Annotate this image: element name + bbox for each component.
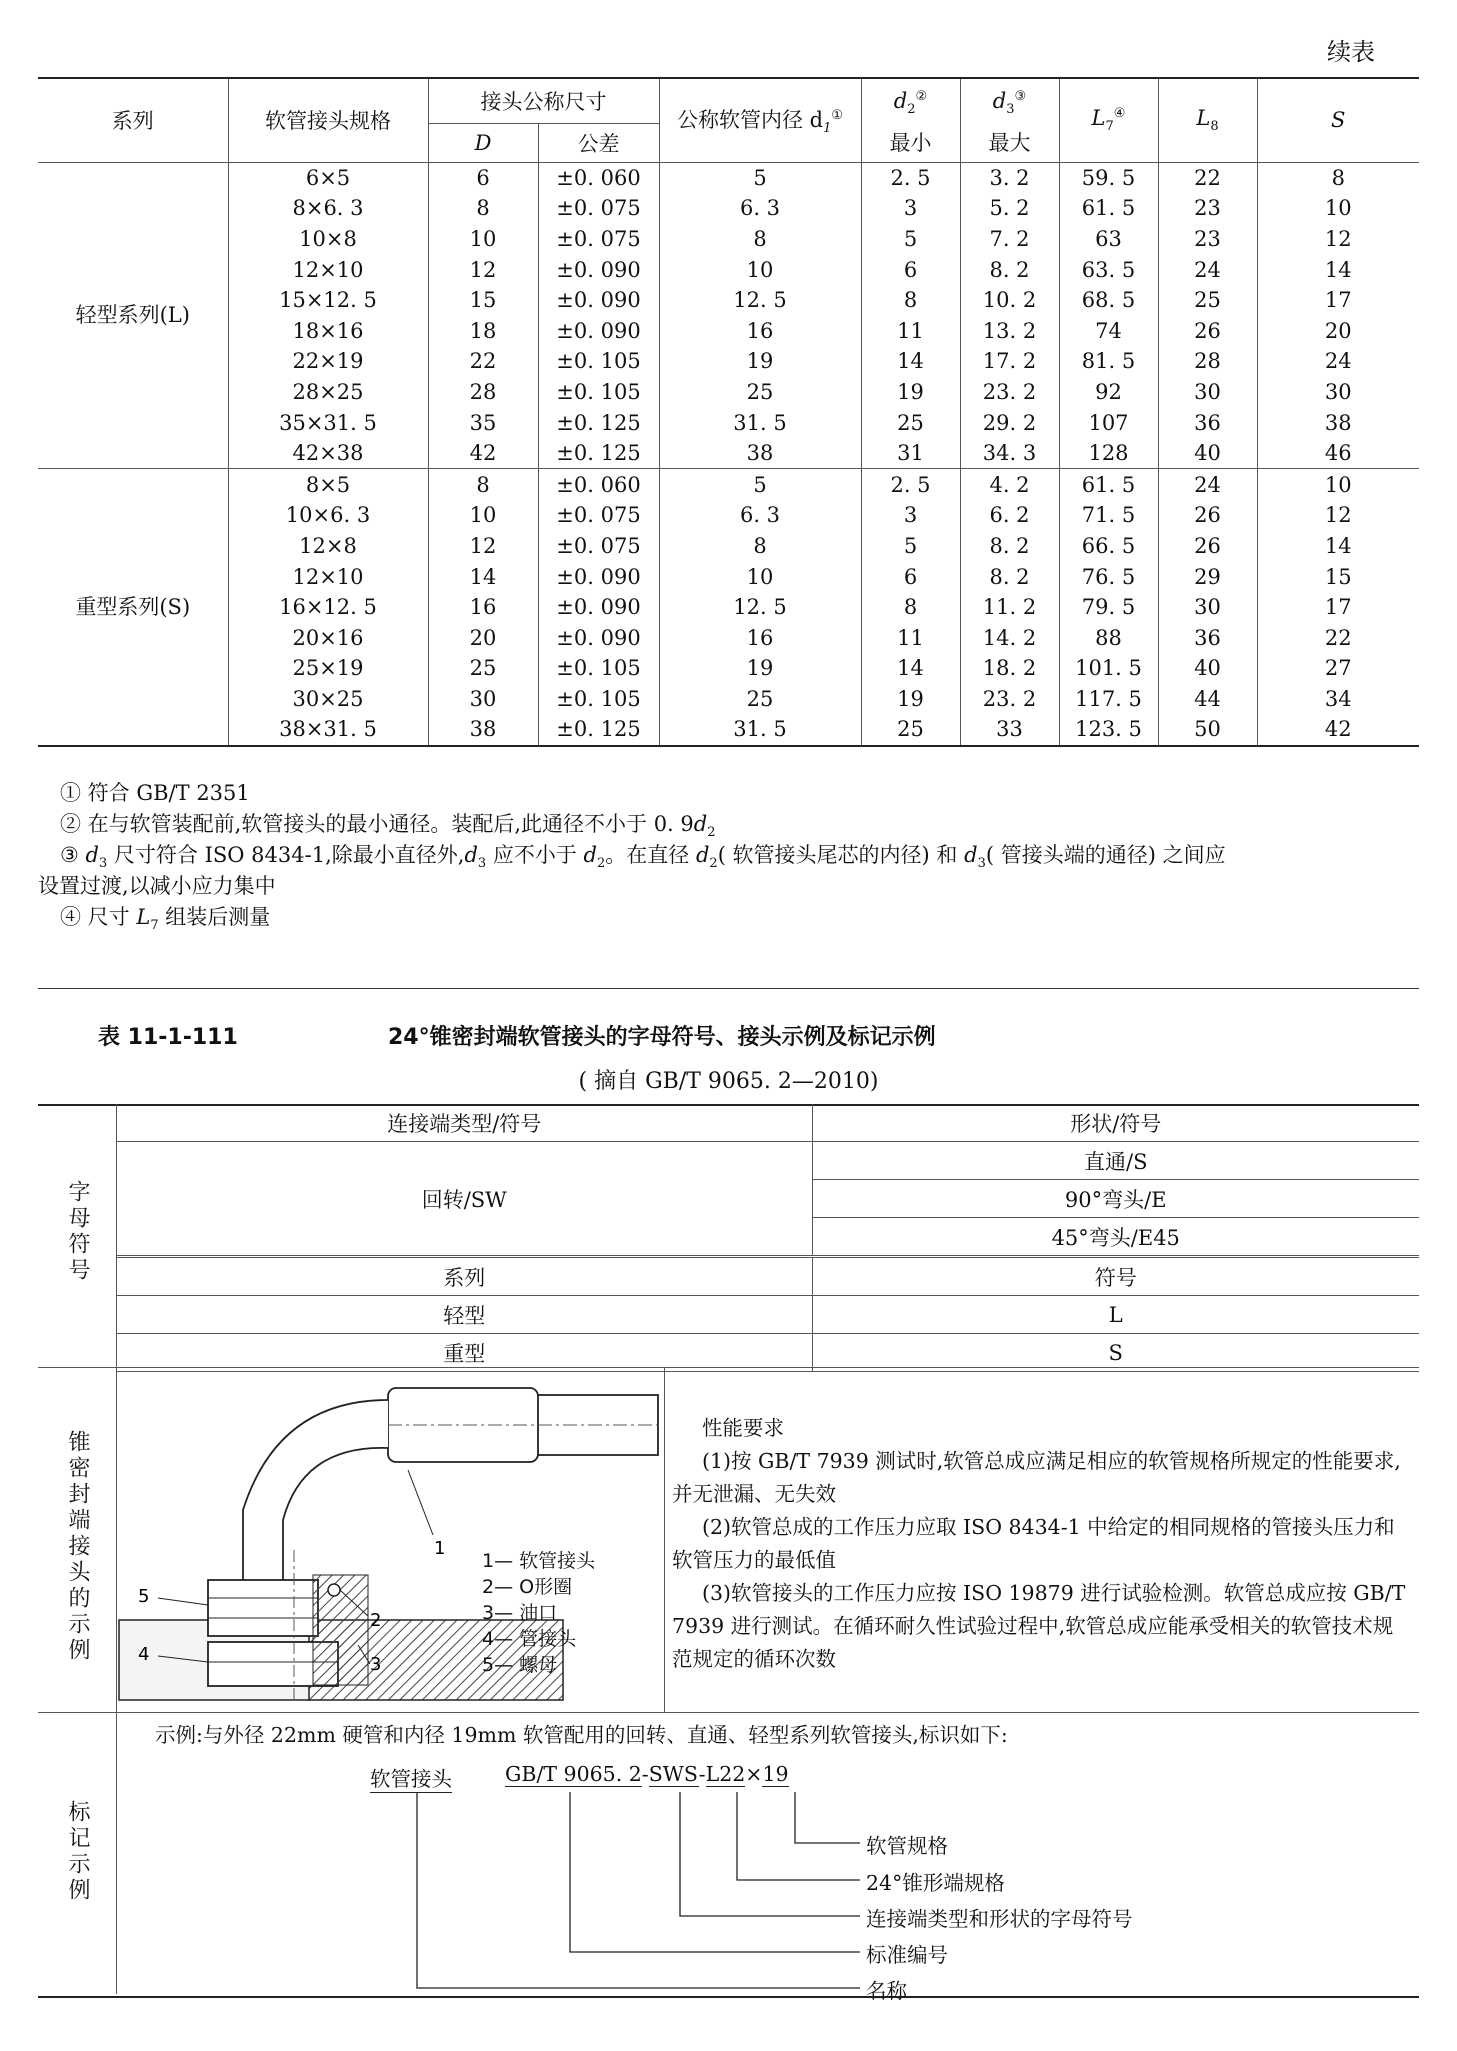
divider [38,988,1419,989]
table-row [38,592,1419,623]
fitting-diagram [118,1370,663,1710]
table-cell: ±0. 075 [538,500,659,531]
table-cell: 28×25 [228,377,428,408]
table-cell: 23 [1158,193,1257,224]
table-cell: 25×19 [228,653,428,684]
swivel-cell: 回转/SW [117,1142,812,1257]
table-cell: 11. 2 [960,592,1059,623]
table-cell: 14 [1324,257,1352,282]
table-row [38,315,1419,346]
table-cell: 16 [428,592,538,623]
table-cell: 25 [659,684,861,715]
table-cell: 23 [1158,224,1257,255]
table-cell: 42×38 [228,438,428,469]
table-cell: 13. 2 [960,315,1059,346]
table-cell: 17. 2 [960,346,1059,377]
legend-2: 2— O形圈 [482,1576,573,1598]
table-cell: ±0. 105 [538,377,659,408]
table-cell: 30 [1158,377,1257,408]
table-cell: 14 [1324,533,1352,558]
table-cell: 3 [861,500,960,531]
table-cell: 4. 2 [960,469,1059,500]
table-cell: 35 [428,407,538,438]
table-cell: 35×31. 5 [228,407,428,438]
table-cell: 8. 2 [960,254,1059,285]
section-letter-symbols: 字母符号 [65,1180,90,1284]
table-cell: 10 [1324,472,1352,497]
table-cell: 18×16 [228,315,428,346]
table-cell: 8 [428,469,538,500]
table-cell: 15 [428,285,538,316]
table-cell: 22 [1158,162,1257,193]
note-3: ③ $d_3$ 尺寸符合 ISO 8434-1,除最小直径外$,d_3$ 应不小于 $d_2$。在直径 $d_2$( 软管接头尾芯的内径) 和 $d_3$( 管接头端的通径) 之间应 [60,843,1226,872]
table-cell: 11 [861,315,960,346]
shape-90: 90°弯头/E [812,1180,1419,1218]
table-cell: 25 [659,377,861,408]
header-spec: 软管接头规格 [228,78,428,162]
symbol-light: L [812,1296,1419,1334]
table-cell: 38 [428,714,538,746]
table-cell: 31. 5 [659,407,861,438]
header-d2: $d_2^②$ [861,78,960,123]
table-cell: ±0. 105 [538,653,659,684]
table-cell: 8. 2 [960,561,1059,592]
table-cell: 63 [1059,224,1158,255]
table-cell: 14 [861,346,960,377]
table-cell: 40 [1158,653,1257,684]
table-cell: 12. 5 [659,592,861,623]
table-row [38,531,1419,562]
callout-4: 4 [138,1644,150,1665]
table-cell: ±0. 090 [538,254,659,285]
table-cell: 10×6. 3 [228,500,428,531]
table-cell: 25 [861,714,960,746]
table-cell: ±0. 090 [538,285,659,316]
table-cell: 33 [960,714,1059,746]
table-cell: 6. 2 [960,500,1059,531]
dimension-table [38,77,1419,747]
elbow-tube [243,1400,388,1600]
table-title: 24°锥密封端软管接头的字母符号、接头示例及标记示例 [388,1025,936,1050]
header-d2-min: 最小 [861,123,960,162]
series-heavy: 重型 [117,1334,812,1372]
table-cell: 117. 5 [1059,684,1158,715]
table-cell: 31. 5 [659,714,861,746]
table-cell: 76. 5 [1059,561,1158,592]
table-cell: 26 [1158,500,1257,531]
note-4: ④ 尺寸 $L_7$ 组装后测量 [60,905,271,934]
table-cell: ±0. 090 [538,561,659,592]
table-cell: 31 [861,438,960,469]
table-cell: 10 [659,254,861,285]
table-row [38,193,1419,224]
table-cell: 10×8 [228,224,428,255]
callout-standard: 标准编号 [866,1943,948,1967]
marking-code: GB/T 9065. 2-SWS-L22×19 [505,1762,789,1786]
table-cell: 34. 3 [960,438,1059,469]
perf-1: (1)按 GB/T 7939 测试时,软管总成应满足相应的软管规格所规定的性能要求,并无泄漏、无失效 [672,1449,1401,1506]
table-row [38,684,1419,715]
table-cell: 68. 5 [1059,285,1158,316]
callout-1: 1 [434,1538,446,1559]
table-cell: 30 [1158,592,1257,623]
table-cell: 28 [1158,346,1257,377]
table-row [38,469,1419,500]
table-cell: ±0. 060 [538,469,659,500]
table-cell: 23. 2 [960,377,1059,408]
table-cell: 20 [428,622,538,653]
perf-title: 性能要求 [702,1416,784,1440]
table-cell: 59. 5 [1059,162,1158,193]
legend-5: 5— 螺母 [482,1654,558,1676]
table-cell: 6. 3 [659,193,861,224]
table-row [38,714,1419,746]
header-d3: $d_3^③$ [960,78,1059,123]
table-cell: 18. 2 [960,653,1059,684]
table-cell: 8 [1331,165,1345,190]
table-row [38,377,1419,408]
table-cell: 25 [861,407,960,438]
table-cell: 50 [1158,714,1257,746]
table-cell: 8 [861,592,960,623]
table-cell: 14 [428,561,538,592]
shape-header: 形状/符号 [812,1104,1419,1142]
header-d1: 公称软管内径 $d_1^①$ [659,78,861,162]
table-cell: 19 [861,377,960,408]
marking-name: 软管接头 [370,1762,452,1793]
header-series: 系列 [38,78,228,162]
table-cell: 61. 5 [1059,193,1158,224]
section-example: 锥密封端接头的示例 [65,1430,90,1664]
table-cell: 74 [1059,315,1158,346]
table-row [38,346,1419,377]
callout-5: 5 [138,1586,150,1607]
header-d3-max: 最大 [960,123,1059,162]
table-cell: 5 [659,469,861,500]
table-cell: 24 [1158,469,1257,500]
table-cell: 23. 2 [960,684,1059,715]
section-marking: 标记示例 [65,1800,90,1904]
table-cell: 92 [1059,377,1158,408]
table-row [38,653,1419,684]
table-cell: 63. 5 [1059,254,1158,285]
table-row [38,622,1419,653]
header-D: D [428,123,538,162]
table-cell: 8 [428,193,538,224]
table-cell: 6. 3 [659,500,861,531]
table-cell: 22×19 [228,346,428,377]
table-cell: 14. 2 [960,622,1059,653]
table-cell: 12 [1324,503,1352,528]
table-cell: 8. 2 [960,531,1059,562]
table-cell: 16×12. 5 [228,592,428,623]
table-cell: 27 [1324,656,1352,681]
marking-leaders [0,1780,1457,2020]
table-cell: 29. 2 [960,407,1059,438]
table-cell: 17 [1324,595,1352,620]
table-row [38,285,1419,316]
table-cell: ±0. 075 [538,224,659,255]
table-cell: 8 [659,224,861,255]
header-S: S [1257,78,1419,162]
table-cell: 22 [428,346,538,377]
table-cell: 44 [1158,684,1257,715]
table-cell: 11 [861,622,960,653]
table-cell: 3. 2 [960,162,1059,193]
table-cell: 12. 5 [659,285,861,316]
header-nominal: 接头公称尺寸 [428,78,659,123]
table-cell: 15 [1324,564,1352,589]
table-cell: 5 [861,531,960,562]
table-cell: 123. 5 [1059,714,1158,746]
table-cell: 8 [861,285,960,316]
table-cell: 10 [428,500,538,531]
note-2: ② 在与软管装配前,软管接头的最小通径。装配后,此通径不小于 0. $9d_2$ [60,812,716,841]
table-row [38,407,1419,438]
table-cell: 2. 5 [861,469,960,500]
example-intro: 示例:与外径 22mm 硬管和内径 19mm 软管配用的回转、直通、轻型系列软管接头,标识如下: [155,1723,1008,1747]
table-cell: 38×31. 5 [228,714,428,746]
table-subtitle: ( 摘自 GB/T 9065. 2—2010) [578,1069,879,1094]
table-cell: ±0. 105 [538,346,659,377]
table-cell: 40 [1158,438,1257,469]
series-group-label: 轻型系列(L) [38,162,228,469]
perf-3: (3)软管接头的工作压力应按 ISO 19879 进行试验检测。软管总成应按 GB/T 7939 进行测试。在循环耐久性试验过程中,软管总成应能承受相关的软管技术规范规定的循环次数 [672,1581,1406,1671]
table-cell: 2. 5 [861,162,960,193]
table-cell: 71. 5 [1059,500,1158,531]
series-group-label: 重型系列(S) [38,469,228,746]
table-cell: 20 [1324,318,1352,343]
table-cell: ±0. 090 [538,592,659,623]
table-cell: 25 [428,653,538,684]
table-cell: 15×12. 5 [228,285,428,316]
table-cell: ±0. 125 [538,407,659,438]
table-cell: 81. 5 [1059,346,1158,377]
table-cell: 17 [1324,288,1352,313]
table-cell: ±0. 125 [538,438,659,469]
table-cell: ±0. 125 [538,714,659,746]
callout-name: 名称 [866,1979,907,2003]
table-cell: 10. 2 [960,285,1059,316]
table-cell: 26 [1158,531,1257,562]
table-cell: ±0. 090 [538,315,659,346]
table-cell: 16 [659,315,861,346]
table-cell: 16 [659,622,861,653]
table-row [38,438,1419,469]
table-cell: ±0. 075 [538,193,659,224]
note-1: ① 符合 GB/T 2351 [60,781,250,805]
table-cell: 30 [428,684,538,715]
table-cell: ±0. 060 [538,162,659,193]
series-header: 系列 [117,1257,812,1296]
nut [208,1580,318,1636]
conn-type-header: 连接端类型/符号 [117,1104,812,1142]
perf-2: (2)软管总成的工作压力应取 ISO 8434-1 中给定的相同规格的管接头压力和软管压力的最低值 [672,1515,1395,1572]
table-cell: 66. 5 [1059,531,1158,562]
table-cell: 24 [1324,349,1352,374]
shape-45: 45°弯头/E45 [1051,1225,1180,1250]
table-cell: ±0. 105 [538,684,659,715]
table-cell: 36 [1158,622,1257,653]
table-cell: 12 [1324,226,1352,251]
table-cell: 6 [861,561,960,592]
callout-3: 3 [370,1654,382,1675]
table-cell: 10 [428,224,538,255]
legend-3: 3— 油口 [482,1602,558,1624]
legend-1: 1— 软管接头 [482,1550,596,1572]
table-cell: 36 [1158,407,1257,438]
table-cell: 26 [1158,315,1257,346]
table-cell: 18 [428,315,538,346]
table-number: 表 11-1-111 [98,1025,238,1050]
o-ring [328,1584,340,1596]
table-cell: 6×5 [228,162,428,193]
table-cell: 12×10 [228,561,428,592]
shape-straight: 直通/S [812,1142,1419,1180]
table-row [38,162,1419,193]
note-3-line2: 设置过渡,以减小应力集中 [38,874,276,898]
table-cell: 5 [659,162,861,193]
table-cell: 34 [1324,686,1352,711]
table-cell: 28 [428,377,538,408]
table-cell: 19 [659,653,861,684]
table-cell: 61. 5 [1059,469,1158,500]
table-cell: 14 [861,653,960,684]
table-cell: 5 [861,224,960,255]
table-cell: ±0. 090 [538,622,659,653]
table-cell: 10 [1324,196,1352,221]
symbol-table [117,1104,1419,1372]
table-cell: ±0. 075 [538,531,659,562]
table-cell: 38 [659,438,861,469]
table-cell: 20×16 [228,622,428,653]
table-row [38,254,1419,285]
callout-cone-size: 24°锥形端规格 [866,1871,1005,1895]
table-row [38,224,1419,255]
table-cell: 8×5 [228,469,428,500]
table-cell: 6 [861,254,960,285]
table-cell: 12×10 [228,254,428,285]
table-cell: 6 [428,162,538,193]
table-cell: 8×6. 3 [228,193,428,224]
header-tol: 公差 [538,123,659,162]
performance-requirements [672,1412,1412,1676]
table-cell: 10 [659,561,861,592]
table-cell: 7. 2 [960,224,1059,255]
table-row [38,500,1419,531]
table-cell: 19 [861,684,960,715]
table-cell: 22 [1324,625,1352,650]
callout-type-letters: 连接端类型和形状的字母符号 [866,1907,1133,1931]
table-cell: 8 [659,531,861,562]
table-cell: 25 [1158,285,1257,316]
table-cell: 30 [1324,379,1352,404]
table-row [38,561,1419,592]
table-cell: 29 [1158,561,1257,592]
table-cell: 5. 2 [960,193,1059,224]
table-cell: 12 [428,254,538,285]
table-cell: 79. 5 [1059,592,1158,623]
symbol-header: 符号 [812,1257,1419,1296]
callout-hose-size: 软管规格 [866,1834,948,1858]
legend-4: 4— 管接头 [482,1628,577,1650]
table-cell: 19 [659,346,861,377]
table-cell: 107 [1059,407,1158,438]
table-cell: 12×8 [228,531,428,562]
table-cell: 42 [1324,717,1352,742]
header-L8: $L_8$ [1158,78,1257,162]
table-cell: 24 [1158,254,1257,285]
table-cell: 42 [428,438,538,469]
table-cell: 46 [1324,441,1352,466]
table-cell: 128 [1059,438,1158,469]
callout-2: 2 [370,1610,382,1631]
table-cell: 3 [861,193,960,224]
table-cell: 101. 5 [1059,653,1158,684]
table-cell: 12 [428,531,538,562]
continued-label: 续表 [1327,38,1375,66]
series-light: 轻型 [117,1296,812,1334]
symbol-heavy: S [812,1334,1419,1372]
table-cell: 88 [1059,622,1158,653]
table-cell: 38 [1324,410,1352,435]
table-cell: 30×25 [228,684,428,715]
header-L7: $L_7^④$ [1059,78,1158,162]
